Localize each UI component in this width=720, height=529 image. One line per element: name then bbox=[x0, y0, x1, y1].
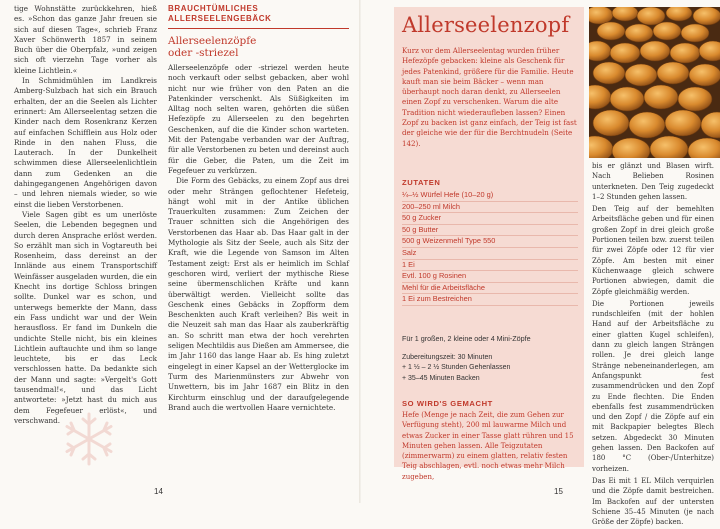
section-kicker bbox=[168, 4, 349, 24]
paragraph: In Schmidmühlen im Landkreis Amberg-Sulzbach hat sich ein Brauch erhalten, der an die Seelen als Lichter erinnert: Am Allerseelentag setzen die Kinder nach dem Rosenkranz Kerzen auf einfachen Schifflein aus Holz oder Rinde in den nahen Fluss, die Lauterach. In der Dunkelheit schwimmen diese Allerseelenlichtlein dann zum Gedenken an die dahingegangenen Angehörigen davon – und lehren niemals wieder, so wie einst die lieben Verstorbenen. bbox=[14, 76, 157, 209]
paragraph: Viele Sagen gibt es um unerlöste Seelen, die Lebenden begegnen und durch deren Ansprache erlöst werden. So erzählt man sich in Vogtareuth bei Rosenheim, dass dereinst an der Innlände aus einem Transportschiff Weinfässer ausgeladen wurden, die ein Knecht ins dortige Schloss bringen sollte. Dunkel war es schon, und unterwegs bemerkte der Mann, dass ein Fass undicht war und der Wein herausfloss. Er fand im Dunkeln die undichte Stelle nicht, bis ein kleines Lichtlein auftauchte und ihm so lange leuchtete, bis er das Leck verschlossen hatte. Da bedankte sich der Mann und sagte: »Vergelt's Gott tausendmal!«, und das Licht antwortete: »Jetzt hast du mich aus dem Fegefeuer erlöst«, und verschwand. bbox=[14, 209, 157, 425]
ingredients-list bbox=[402, 190, 578, 306]
paragraph: tige Wohnstätte zurückkehren, hieß es. »Schon das ganze Jahr freuen sie sich auf diesen Tage«, schrieb Franz Xaver Schönwerth 1857 in seinem Buch über die Oberpfalz, »und zeigen sich oft vierzehn Tage vorher als kleine Lichtlein.« bbox=[14, 4, 157, 75]
right-column bbox=[592, 161, 714, 529]
left-column-2 bbox=[168, 4, 349, 413]
left-column-1 bbox=[14, 4, 157, 426]
subheading bbox=[168, 35, 349, 59]
time-line: + 1 ½ – 2 ½ Stunden Gehenlassen bbox=[402, 364, 511, 372]
ingredient: 50 g Zucker bbox=[402, 213, 578, 225]
paragraph: Die Portionen jeweils rundschleifen (mit der hohlen Hand auf der Arbeitsfläche zu einer glatten Kugel schleifen), dann zu gleich langen Strängen rollen. Je drei gleich lange Stränge nebeneinanderlegen, am Anfangspunkt fest zusammendrücken und den Zopf zu Ende flechten. Die Enden ebenfalls fest zusammendrücken und den Zopf / die Zöpfe auf ein mit Backpapier belegtes Blech setzen. Abgedeckt 30 Minuten gehen lassen. Den Backofen auf 180 °C (Ober-/Unterhitze) vorheizen. bbox=[592, 299, 714, 473]
ingredient: 50 g Butter bbox=[402, 225, 578, 237]
paragraph: Das Ei mit 1 EL Milch verquirlen und die Zöpfe damit bestreichen. Im Backofen auf der untersten Schiene 35–45 Minuten (je nach Größe der Zöpfe) backen. bbox=[592, 476, 714, 527]
paragraph: bis er glänzt und Blasen wirft. Nach Belieben Rosinen unterkneten. Den Teig zugedeckt 1–2 Stunden gehen lassen. bbox=[592, 162, 714, 201]
ingredient: 1 Ei zum Bestreichen bbox=[402, 294, 578, 306]
page-number-right: 15 bbox=[554, 487, 563, 496]
kicker-line-1: BRAUCHTÜMLICHES bbox=[168, 4, 259, 13]
divider bbox=[168, 28, 349, 29]
ingredient: Salz bbox=[402, 248, 578, 260]
kicker-line-2: ALLERSEELENGEBÄCK bbox=[168, 14, 272, 23]
recipe-times bbox=[402, 353, 578, 384]
recipe-yield: Für 1 großen, 2 kleine oder 4 Mini-Zöpfe bbox=[402, 334, 531, 343]
ingredient: Evtl. 100 g Rosinen bbox=[402, 271, 578, 283]
ingredient: 500 g Weizenmehl Type 550 bbox=[402, 236, 578, 248]
time-line: Zubereitungszeit: 30 Minuten bbox=[402, 354, 493, 361]
ingredient: ¼–½ Würfel Hefe (10–20 g) bbox=[402, 190, 578, 202]
braided-bread-photo bbox=[589, 7, 720, 158]
paragraph: Den Teig auf der bemehlten Arbeitsfläche geben und für einen großen Zopf in drei gleich große Portionen teilen bzw. zuerst teilen für zwei Zöpfe oder 12 für vier Zöpfe. Am besten mit einer Küchenwaage gleich schwere Portionen abwiegen, damit die Zöpfe gleichmäßig werden. bbox=[592, 205, 714, 296]
gutter bbox=[359, 0, 361, 503]
method-heading: SO WIRD'S GEMACHT bbox=[402, 399, 493, 408]
ingredient: 200–250 ml Milch bbox=[402, 202, 578, 214]
subhead-line-1: Allerseelenzöpfe bbox=[168, 35, 257, 47]
recipe-title: Allerseelenzopf bbox=[402, 13, 570, 37]
page-number-left: 14 bbox=[154, 487, 163, 496]
paragraph: Allerseelenzöpfe oder -striezel werden heute noch verkauft oder selbst gebacken, aber wohl nicht nur wie früher von den Paten an die Patenkinder verschenkt. Als Süßigkeiten im Alltag noch selten waren, gehörten die süßen Hefezöpfe zu Allerseelen zu den begehrten Geschenken, auf die die Kinder schon warteten. Mit der Patengabe verbanden war der Auftrag, für alle Verstorbenen zu beten und dereinst auch für die Geber, die Paten, um die Zeit im Fegefeuer zu verkürzen. bbox=[168, 63, 349, 175]
ingredient: Mehl für die Arbeitsfläche bbox=[402, 283, 578, 295]
method-text: Hefe (Menge je nach Zeit, die zum Gehen zur Verfügung steht), 200 ml lauwarme Milch und etwas Zucker in einer Tasse glatt rühren und 15 Minuten gehen lassen. Alle Teigzutaten (zimmerwarm) zu einem glatten, relativ festen Teig abschlagen, evtl. noch etwas mehr Milch zugeben, bbox=[402, 411, 574, 481]
paragraph: Die Form des Gebäcks, zu einem Zopf aus drei oder mehr Strängen geflochtener Hefeteig, hängt wohl mit in der Antike üblichen Trauerkulten zusammen: Zum Zeichen der Trauer schnitten sich die Angehörigen des Verstorbenen das Haar ab. Das Haar galt in der Mythologie als Sitz der Seele, auch als Sitz der Kraft, wie die Legende von Samson im Alten Testament zeigt: Erst als er heimlich im Schlaf geschoren wird, verliert der mythische Riese seine übermenschlichen Kräfte und kann überwältigt werden. Vielleicht sollte das Geschenk eines Gebäcks in Zopfform dem Beschenkten auch Kraft verleihen? Bis weit in die Neuzeit sah man das Haar als zauberkräftig an. So schritt man etwa der hoch verehrten seligen Mechtildis aus Dießen am Ammersee, die im Jahr 1160 das lange Haar ab. Es hing zuletzt eingelegt in einer Kapsel an der Wetterglocke im Turm des Marienmünsters zur Abwehr von Unwettern, bis im Jahr 1687 ein Blitz in den Kirchturm einschlug und der daraufgelegende Brand auch die wertvollen Haare vernichtete. bbox=[168, 176, 349, 412]
time-line: + 35–45 Minuten Backen bbox=[402, 374, 480, 382]
recipe-intro: Kurz vor dem Allerseelentag wurden früher Hefezöpfe gebacken: kleine als Geschenk für jedes Patenkind, größere für die Familie. Heute kauft man sie beim Bäcker – wenn man überhaupt noch daran denkt, zu Allerseelen einen Zopf zu verschenken. Warum die alte Tradition nicht wiederaufleben lassen? Einen Zopf zu backen ist ganz einfach, der Teig ist fast der gleiche wie der für die Berchtnudeln (Seite 142). bbox=[402, 46, 577, 148]
recipe-box bbox=[394, 7, 584, 481]
ingredient: 1 Ei bbox=[402, 260, 578, 272]
ingredients-heading: ZUTATEN bbox=[402, 178, 441, 187]
subhead-line-2: oder -striezel bbox=[168, 47, 239, 59]
snowflake-icon bbox=[60, 410, 118, 468]
